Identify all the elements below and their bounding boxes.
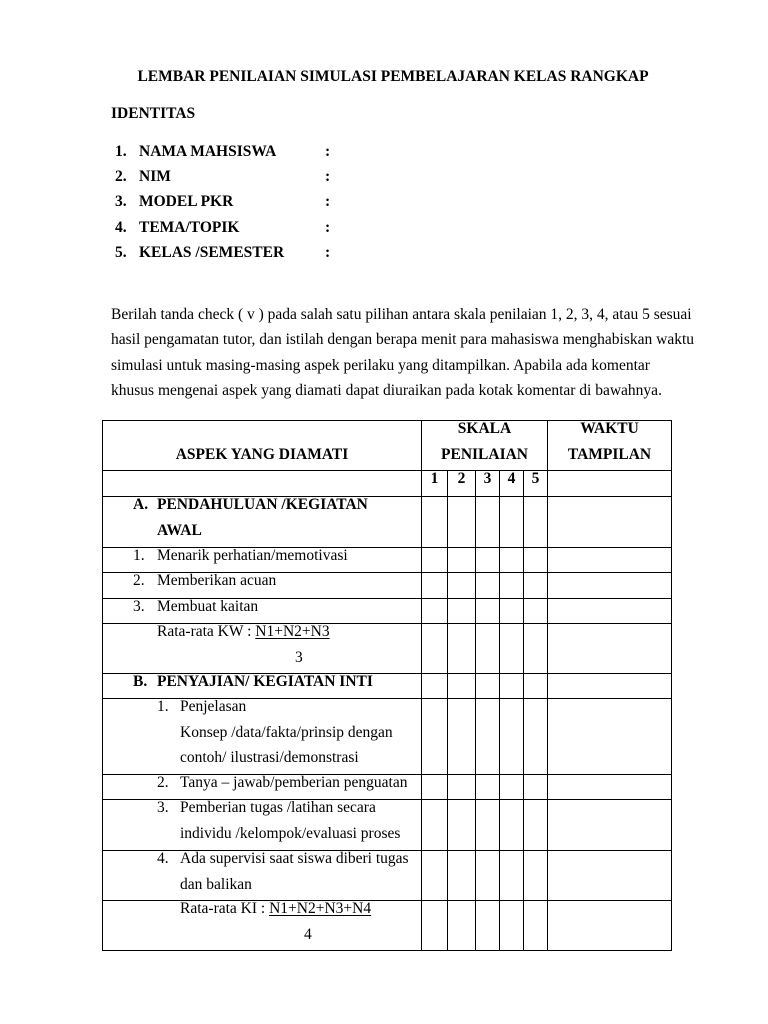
score-cell [524,901,548,951]
score-cell [422,800,448,851]
aspect-item [103,846,421,897]
score-cell [524,573,548,599]
score-level-cell [422,471,448,497]
item-number: 3. [157,799,169,817]
score-cell [422,674,448,699]
field-label: MODEL PKR [139,193,234,211]
average-kw-line [103,619,421,644]
section-a-title-line: AWAL [157,521,202,539]
item-text: Membuat kaitan [157,598,259,616]
time-cell [548,699,672,775]
average-ki-denominator: 4 [304,925,312,943]
score-cell [448,699,476,775]
field-label: KELAS /SEMESTER [139,243,285,261]
item-text-line: contoh/ ilustrasi/demonstrasi [180,748,359,766]
item-number: 1. [133,547,145,565]
item-number: 2. [157,774,169,792]
time-cell [548,851,672,901]
section-b-heading [103,669,421,694]
score-cell [500,851,524,901]
field-colon: : [325,168,331,186]
time-cell [548,471,672,497]
aspect-item [103,568,421,593]
item-text-line: Tanya – jawab/pemberian penguatan [180,774,408,792]
section-b-title-line: PENYAJIAN/ KEGIATAN INTI [157,673,373,691]
time-header-cell [548,421,672,471]
aspect-item-cell [103,851,422,901]
average-ki-cell [103,901,422,951]
average-ki-numerator: N1+N2+N3+N4 [269,900,372,918]
score-level-5: 5 [531,470,540,488]
item-number: 3. [133,598,145,616]
aspect-item-row [103,800,672,851]
item-text-line: Konsep /data/fakta/prinsip dengan [180,723,393,741]
field-number: 2. [115,168,127,186]
field-colon: : [325,193,331,211]
aspect-item-cell [103,800,422,851]
section-a-marker: A. [133,496,149,514]
score-cell [524,497,548,548]
score-level-1: 1 [430,470,439,488]
field-number: 3. [115,193,127,211]
score-cell [476,548,500,573]
item-text-line: Penjelasan [180,698,247,716]
aspect-item [103,594,421,619]
assessment-table [102,420,672,951]
field-label: NIM [139,168,171,186]
section-a-cell [103,497,422,548]
aspect-item [103,770,421,795]
score-cell [524,548,548,573]
score-cell [500,699,524,775]
score-cell [422,573,448,599]
score-cell [476,775,500,800]
score-cell [448,599,476,624]
score-level-cell [476,471,500,497]
section-a-heading [103,492,421,543]
identity-field-list [0,139,768,265]
field-colon: : [325,243,331,261]
time-cell [548,800,672,851]
score-level-cell [524,471,548,497]
aspect-header: ASPEK YANG DIAMATI [175,445,349,463]
average-ki-label: Rata-rata KI : [180,900,270,918]
score-cell [500,573,524,599]
average-ki-formula [103,896,421,947]
score-cell [476,901,500,951]
table-header-row [103,421,672,471]
aspect-item [103,694,421,770]
score-cell [524,674,548,699]
score-cell [476,624,500,674]
instructions-paragraph [111,302,694,403]
field-number: 1. [115,143,127,160]
average-kw-row [103,624,672,674]
score-cell [422,497,448,548]
score-cell [448,901,476,951]
item-text-line: Ada supervisi saat siswa diberi tugas [180,850,409,868]
item-number: 4. [157,850,169,868]
identity-field-nim [0,164,768,189]
field-label: NAMA MAHSISWA [139,143,277,160]
time-cell [548,497,672,548]
average-kw-label: Rata-rata KW : [157,623,256,641]
time-cell [548,624,672,674]
score-level-4: 4 [507,470,516,488]
score-cell [476,699,500,775]
time-header-line: TAMPILAN [567,445,652,463]
score-cell [500,624,524,674]
item-text: Menarik perhatian/memotivasi [157,547,348,565]
field-colon: : [325,218,331,236]
scale-header-line: SKALA [457,420,512,438]
score-cell [500,548,524,573]
section-b-marker: B. [133,673,148,691]
score-cell [500,775,524,800]
score-level-cell [500,471,524,497]
average-kw-formula [103,619,421,670]
scale-header-cell [422,421,548,471]
score-cell [422,599,448,624]
score-cell [448,800,476,851]
score-cell [448,624,476,674]
average-kw-denominator: 3 [295,648,303,666]
score-cell [448,775,476,800]
score-cell [448,497,476,548]
average-ki-line [103,896,421,921]
instructions-line: hasil pengamatan tutor, dan istilah dengan berapa menit para mahasiswa menghabiskan waktu [111,331,695,349]
document-title: LEMBAR PENILAIAN SIMULASI PEMBELAJARAN KELAS RANGKAP [137,68,649,85]
item-number: 1. [157,698,169,716]
score-cell [448,573,476,599]
score-cell [476,573,500,599]
scale-header [422,416,547,467]
identity-field-topic [0,215,768,240]
instructions-line: khusus mengenai aspek yang diamati dapat diuraikan pada kotak komentar di bawahnya. [111,381,662,399]
item-number: 2. [133,572,145,590]
time-cell [548,901,672,951]
scale-header-line: PENILAIAN [441,445,528,463]
score-cell [476,497,500,548]
time-cell [548,573,672,599]
score-cell [524,624,548,674]
average-kw-cell [103,624,422,674]
score-level-3: 3 [483,470,492,488]
section-a-row [103,497,672,548]
score-cell [500,599,524,624]
identity-field-model-pkr [0,189,768,214]
score-cell [422,548,448,573]
score-level-2: 2 [457,470,466,488]
time-cell [548,548,672,573]
time-header [548,416,671,467]
time-cell [548,674,672,699]
item-text-line: dan balikan [180,875,252,893]
field-colon: : [325,143,331,160]
section-a-title-line: PENDAHULUAN /KEGIATAN [157,496,368,514]
score-cell [500,800,524,851]
item-text-line: Pemberian tugas /latihan secara [180,799,376,817]
score-cell [476,851,500,901]
score-cell [448,548,476,573]
time-header-line: WAKTU [580,420,639,438]
score-cell [524,699,548,775]
time-cell [548,775,672,800]
instructions-line: simulasi untuk masing-masing aspek perilaku yang ditampilkan. Apabila ada komentar [111,356,650,374]
score-cell [422,851,448,901]
score-cell [500,674,524,699]
aspect-item [103,543,421,568]
identity-field-student-name [0,139,768,164]
score-cell [524,775,548,800]
score-cell [500,901,524,951]
score-cell [524,599,548,624]
score-cell [476,674,500,699]
instructions-line: Berilah tanda check ( v ) pada salah satu pilihan antara skala penilaian 1, 2, 3, 4, atau 5 sesuai [111,306,692,323]
score-level-cell [448,471,476,497]
aspect-header-cell [103,421,422,471]
score-cell [524,800,548,851]
identity-field-class-semester [0,240,768,265]
aspect-item-row [103,851,672,901]
aspect-item [103,795,421,846]
score-cell [476,800,500,851]
average-ki-row [103,901,672,951]
aspect-item-cell [103,699,422,775]
score-cell [422,624,448,674]
score-cell [422,901,448,951]
score-cell [422,775,448,800]
score-cell [476,599,500,624]
field-label: TEMA/TOPIK [139,218,240,236]
item-text-line: individu /kelompok/evaluasi proses [180,824,401,842]
score-cell [500,497,524,548]
average-kw-numerator: N1+N2+N3 [255,623,330,641]
score-cell [422,699,448,775]
item-text: Memberikan acuan [157,572,277,590]
score-cell [524,851,548,901]
field-number: 5. [115,243,127,261]
score-cell [448,851,476,901]
aspect-item-row [103,699,672,775]
time-cell [548,599,672,624]
score-cell [448,674,476,699]
field-number: 4. [115,218,127,236]
identity-heading: IDENTITAS [111,105,196,122]
